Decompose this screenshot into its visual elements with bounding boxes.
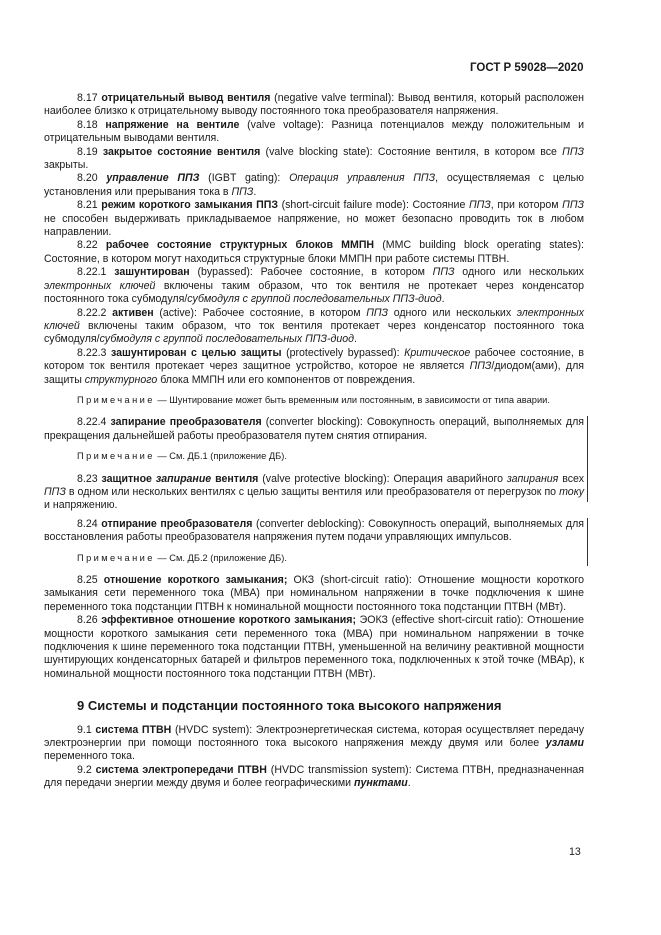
revision-bar (587, 518, 588, 566)
revision-bar (587, 416, 588, 502)
clause-8-18: 8.18 напряжение на вентиле (valve voltage): Разница потенциалов между положительным и отрицательным выводами вентиля. (44, 118, 584, 145)
clause-8-22-3: 8.22.3 зашунтирован с целью защиты (protectively bypassed): Критическое рабочее состояние, в котором ток вентиля протекает через защитное устройство, которое не является ППЗ/диодом(ами), для защиты структурного блока ММПН или его компонентов от повреждения. (44, 346, 584, 386)
document-body (44, 92, 584, 791)
clause-8-17: 8.17 отрицательный вывод вентиля (negative valve terminal): Вывод вентиля, который расположен наиболее близко к отрицательному выводу постоянного тока преобразователя напряжения. (44, 92, 584, 118)
clause-8-19: 8.19 закрытое состояние вентиля (valve blocking state): Состояние вентиля, в котором все ППЗ закрыты. (44, 145, 585, 172)
term: закрытое состояние вентиля (102, 145, 261, 158)
clause-8-26: 8.26 эффективное отношение короткого замыкания; ЭОКЗ (effective short-circuit ratio): Отношение мощности короткого замыкания сети переменного тока (МВА) при номинальном напряжении в точке подключения к шине переменного тока подстанции ПТВН, уменьшенной на величину реактивной мощности шунтирующих конденсаторных батарей и фильтров переменного тока, подключенных к этой точке (МВАр), к номинальной мощности постоянного тока подстанции ПТВН (МВт). (44, 614, 584, 680)
clause-9-2: 9.2 система электропередачи ПТВН (HVDC transmission system): Система ПТВН, предназначенная для передачи энергии между двумя и более географическими пунктами. (44, 763, 585, 790)
term: зашунтирован (114, 266, 190, 279)
clause-8-22: 8.22 рабочее состояние структурных блоков ММПН (MMC building block operating states): Состояние, в котором могут находиться структурные блоки ММПН при работе системы ПТВН. (44, 239, 584, 265)
term: рабочее состояние структурных блоков ММПН (105, 239, 375, 252)
clause-8-22-1: 8.22.1 зашунтирован (bypassed): Рабочее состояние, в котором ППЗ одного или нескольких электронных ключей включены таким образом, что ток вентиля не протекает через конденсатор постоянного тока субмодуля/субмодуля с группой последовательных ППЗ-диод. (44, 266, 584, 306)
term: эффективное отношение короткого замыкания; (101, 614, 356, 627)
note-1: Примечание — Шунтирование может быть временным или постоянным, в зависимости от типа аварии. (77, 394, 550, 405)
clause-8-20: 8.20 управление ППЗ (IGBT gating): Операция управления ППЗ, осуществляемая с целью установления или прерывания тока в ППЗ. (44, 172, 584, 198)
term: активен (112, 306, 154, 319)
clause-8-24: 8.24 отпирание преобразователя (converter deblocking): Совокупность операций, выполняемых для восстановления работы преобразователя напряжения путем подачи управляющих импульсов. (44, 517, 584, 544)
term: управление ППЗ (106, 172, 200, 185)
clause-8-22-2: 8.22.2 активен (active): Рабочее состояние, в котором ППЗ одного или нескольких электронных ключей включены таким образом, что ток вентиля протекает через конденсатор постоянного тока субмодуля/субмодуля с группой последовательных ППЗ-диод. (44, 306, 584, 346)
revision-block-2 (44, 518, 584, 565)
note-label: Примечание (77, 451, 155, 462)
page-number: 13 (569, 846, 581, 858)
term: защитное запирание вентиля (101, 472, 259, 485)
term: запирание преобразователя (110, 416, 262, 429)
term: отрицательный вывод вентиля (101, 92, 271, 104)
note-2: Примечание — См. ДБ.1 (приложение ДБ). (77, 451, 287, 462)
note-label: Примечание (77, 394, 155, 405)
clause-8-21: 8.21 режим короткого замыкания ППЗ (short-circuit failure mode): Состояние ППЗ, при котором ППЗ не способен выдерживать прикладываемое напряжение, но может безопасно проводить ток в любом направлении. (44, 199, 585, 239)
term: отношение короткого замыкания; (103, 574, 288, 586)
clause-8-22-4: 8.22.4 запирание преобразователя (converter blocking): Совокупность операций, выполняемых для прекращения дальнейшей работы преобразователя путем снятия отпирания. (44, 416, 584, 442)
clause-8-23: 8.23 защитное запирание вентиля (valve protective blocking): Операция аварийного запирания всех ППЗ в одном или нескольких вентилях с целью защиты вентиля или преобразователя от перегрузок по току и напряжению. (44, 472, 584, 512)
term: напряжение на вентиле (105, 118, 240, 131)
section-heading: 9 Системы и подстанции постоянного тока высокого напряжения (77, 698, 502, 714)
note-label: Примечание (77, 552, 155, 563)
term: система электропередачи ПТВН (95, 763, 267, 776)
note-3: Примечание — См. ДБ.2 (приложение ДБ). (77, 552, 287, 563)
document-header: ГОСТ Р 59028—2020 (470, 62, 584, 74)
term: отпирание преобразователя (101, 517, 253, 530)
clause-9-1: 9.1 система ПТВН (HVDC system): Электроэнергетическая система, которая осуществляет передачу электроэнергии при помощи постоянного тока высокого напряжения между двумя или более узлами переменного тока. (44, 723, 584, 763)
clause-8-25: 8.25 отношение короткого замыкания; ОКЗ (short-circuit ratio): Отношение мощности короткого замыкания сети переменного тока (МВА) при номинальном напряжении в точке подключения к шине переменного тока подстанции ПТВН к номинальной мощности постоянного тока подстанции ПТВН (МВт). (44, 574, 584, 613)
revision-block-1 (44, 416, 584, 512)
term: система ПТВН (95, 723, 172, 736)
term: режим короткого замыкания ППЗ (101, 199, 279, 212)
term: зашунтирован с целью защиты (111, 346, 282, 359)
